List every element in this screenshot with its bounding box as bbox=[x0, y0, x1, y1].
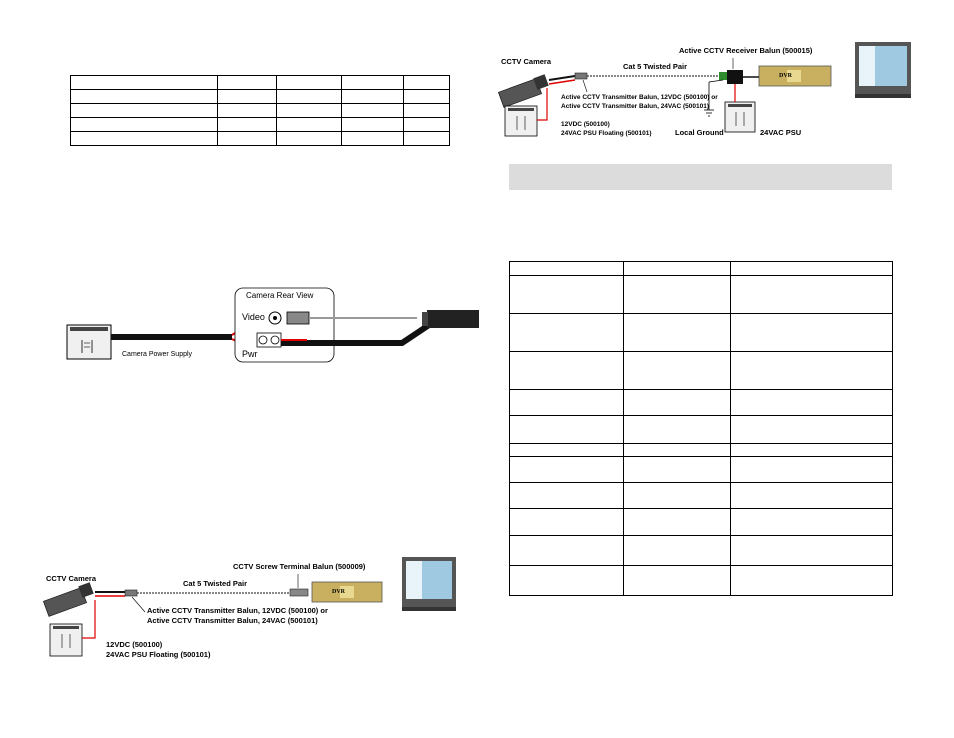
table-cell bbox=[404, 104, 450, 118]
table-cell bbox=[624, 483, 731, 509]
table-cell bbox=[624, 262, 731, 276]
table-cell bbox=[731, 352, 893, 390]
table-cell bbox=[731, 509, 893, 536]
table-cell bbox=[624, 276, 731, 314]
active-balun-art bbox=[497, 40, 915, 140]
psu-label: Camera Power Supply bbox=[122, 351, 193, 358]
table-cell bbox=[342, 90, 404, 104]
video-label: Video bbox=[242, 312, 265, 322]
left-spec-table bbox=[70, 75, 450, 146]
power-supply-icon bbox=[67, 325, 111, 359]
table-cell bbox=[510, 276, 624, 314]
receiver-balun-label: CCTV Screw Terminal Balun (500009) bbox=[233, 562, 366, 571]
table-cell bbox=[731, 276, 893, 314]
table-cell bbox=[277, 118, 342, 132]
table-cell bbox=[218, 90, 277, 104]
table-cell bbox=[218, 132, 277, 146]
power-supply-icon bbox=[505, 106, 537, 136]
pwr-label: Pwr bbox=[242, 349, 258, 359]
table-cell bbox=[624, 352, 731, 390]
camera-icon bbox=[498, 74, 548, 107]
transmitter-label-2: Active CCTV Transmitter Balun, 24VAC (500101) bbox=[147, 616, 318, 625]
table-cell bbox=[624, 509, 731, 536]
table-cell bbox=[510, 444, 624, 457]
rear-view-title: Camera Rear View bbox=[246, 291, 314, 300]
table-cell bbox=[510, 390, 624, 416]
camera-icon bbox=[422, 310, 479, 328]
transmitter-label-2: Active CCTV Transmitter Balun, 24VAC (500101) bbox=[561, 103, 709, 110]
table-cell bbox=[510, 314, 624, 352]
table-cell bbox=[71, 104, 218, 118]
table-cell bbox=[624, 314, 731, 352]
local-ground-label: Local Ground bbox=[675, 128, 724, 137]
table-cell bbox=[277, 104, 342, 118]
section-heading-bar bbox=[509, 164, 892, 190]
dvr-label: DVR bbox=[779, 73, 792, 79]
table-cell bbox=[277, 132, 342, 146]
transmitter-balun-icon bbox=[575, 73, 587, 79]
table-cell bbox=[510, 416, 624, 444]
transmitter-label-1: Active CCTV Transmitter Balun, 12VDC (500100) or bbox=[147, 606, 328, 615]
camera-power-diagram bbox=[62, 285, 482, 365]
table-cell bbox=[624, 566, 731, 596]
dvr-icon bbox=[759, 66, 831, 86]
table-cell bbox=[624, 390, 731, 416]
table-cell bbox=[277, 76, 342, 90]
psu-label-1: 12VDC (500100) bbox=[561, 121, 610, 128]
right-troubleshooting-table bbox=[509, 261, 893, 596]
table-cell bbox=[342, 104, 404, 118]
monitor-icon bbox=[855, 42, 911, 98]
table-cell bbox=[277, 90, 342, 104]
table-cell bbox=[71, 118, 218, 132]
table-cell bbox=[731, 262, 893, 276]
table-cell bbox=[731, 483, 893, 509]
table-cell bbox=[71, 90, 218, 104]
monitor-icon bbox=[402, 557, 456, 611]
table-cell bbox=[731, 444, 893, 457]
receiver-balun-label: Active CCTV Receiver Balun (500015) bbox=[679, 46, 813, 55]
table-cell bbox=[731, 390, 893, 416]
table-cell bbox=[731, 566, 893, 596]
table-cell bbox=[731, 457, 893, 483]
psu-label-1: 12VDC (500100) bbox=[106, 640, 163, 649]
table-cell bbox=[218, 76, 277, 90]
table-cell bbox=[404, 90, 450, 104]
power-supply-icon bbox=[50, 624, 82, 656]
dvr-icon bbox=[312, 582, 382, 602]
table-cell bbox=[624, 416, 731, 444]
table-cell bbox=[510, 352, 624, 390]
transmitter-balun-icon bbox=[125, 590, 137, 596]
table-cell bbox=[342, 76, 404, 90]
table-cell bbox=[624, 536, 731, 566]
table-cell bbox=[731, 536, 893, 566]
dvr-label: DVR bbox=[332, 589, 345, 595]
camera-icon bbox=[43, 582, 93, 616]
passive-balun-diagram bbox=[40, 552, 458, 662]
table-cell bbox=[71, 132, 218, 146]
table-cell bbox=[71, 76, 218, 90]
receiver-balun-icon bbox=[290, 589, 308, 596]
table-cell bbox=[510, 536, 624, 566]
camera-label: CCTV Camera bbox=[501, 57, 552, 66]
active-balun-diagram bbox=[497, 40, 915, 140]
table-cell bbox=[510, 483, 624, 509]
table-cell bbox=[218, 118, 277, 132]
camera-label: CCTV Camera bbox=[46, 574, 97, 583]
psu-label-2: 24VAC PSU Floating (500101) bbox=[561, 130, 652, 137]
table-cell bbox=[731, 416, 893, 444]
psu-label-2: 24VAC PSU Floating (500101) bbox=[106, 650, 211, 659]
table-cell bbox=[510, 262, 624, 276]
psu2-label: 24VAC PSU bbox=[760, 128, 802, 137]
power-supply-icon bbox=[725, 102, 755, 132]
twisted-pair-label: Cat 5 Twisted Pair bbox=[623, 62, 688, 71]
table-cell bbox=[731, 314, 893, 352]
table-cell bbox=[342, 132, 404, 146]
table-cell bbox=[510, 509, 624, 536]
table-cell bbox=[624, 444, 731, 457]
transmitter-label-1: Active CCTV Transmitter Balun, 12VDC (500100) or bbox=[561, 94, 718, 101]
table-cell bbox=[404, 118, 450, 132]
table-cell bbox=[404, 76, 450, 90]
table-cell bbox=[404, 132, 450, 146]
table-cell bbox=[510, 566, 624, 596]
table-cell bbox=[342, 118, 404, 132]
table-cell bbox=[624, 457, 731, 483]
twisted-pair-label: Cat 5 Twisted Pair bbox=[183, 579, 248, 588]
table-cell bbox=[218, 104, 277, 118]
table-cell bbox=[510, 457, 624, 483]
